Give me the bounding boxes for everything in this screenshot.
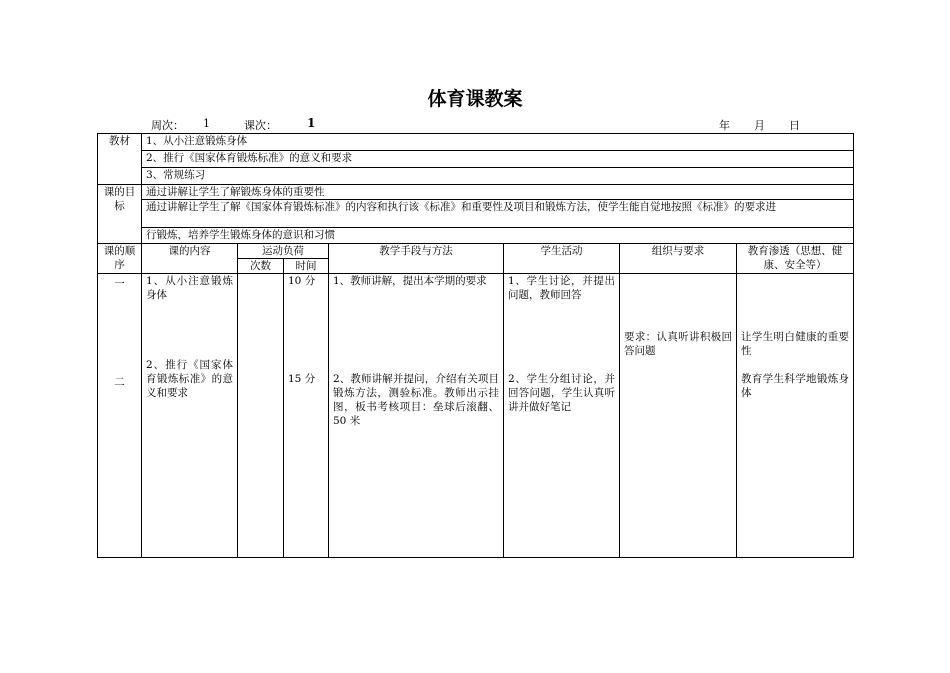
week-value: 1 [203,117,210,130]
content-2: 2、推行《国家体育锻炼标准》的意义和要求 [146,359,233,399]
material-item-1: 1、从小注意锻炼身体 [142,134,854,151]
material-item-3: 3、常规练习 [142,168,854,185]
material-row-2 [98,151,854,168]
goal-item-1: 通过讲解让学生了解锻炼身体的重要性 [142,185,854,200]
goal-item-2: 通过讲解让学生了解《国家体育锻炼标准》的内容和执行该《标准》和重要性及项目和锻炼方法，使学生能自觉地按照《标准》的要求进 [142,200,854,228]
method-2: 2、教师讲解并提问，介绍有关项目锻炼方法，测验标准。教师出示挂图，板书考核项目：垒球后滚翻、50 米 [333,373,499,427]
page-title: 体育课教案 [427,88,523,110]
header-method: 教学手段与方法 [329,244,504,274]
header-count: 次数 [238,259,284,274]
goal-item-3: 行锻炼，培养学生锻炼身体的意识和习惯 [142,228,854,244]
organization-text: 要求：认真听讲积极回答问题 [624,331,732,357]
header-education: 教育渗透（思想、健康、安全等） [737,244,854,274]
goal-label: 课的目标 [98,185,142,244]
activity-2: 2、学生分组讨论，并回答问题，学生认真听讲并做好笔记 [508,373,615,413]
date-day: 日 [789,119,800,132]
header-row-1 [98,244,854,259]
lesson-body-row [98,274,854,558]
goal-row-1 [98,185,854,200]
time-2: 15 分 [288,373,316,385]
material-label: 教材 [98,134,142,185]
content-1: 1、从小注意锻炼身体 [146,275,233,301]
education-text-1: 让学生明白健康的重要性 [741,331,850,357]
lesson-plan-table [97,133,854,558]
time-1: 10 分 [288,275,316,287]
order-2: 二 [114,376,125,388]
goal-row-3 [98,228,854,244]
header-order: 课的顺序 [98,244,142,274]
header-content: 课的内容 [142,244,238,274]
header-load: 运动负荷 [238,244,329,259]
lesson-value: 1 [307,116,316,130]
header-organization: 组织与要求 [620,244,737,274]
header-activity: 学生活动 [504,244,620,274]
material-item-2: 2、推行《国家体育锻炼标准》的意义和要求 [142,151,854,168]
order-1: 一 [114,278,125,290]
education-text-2: 教育学生科学地锻炼身体 [741,373,850,399]
method-1: 1、教师讲解，提出本学期的要求 [333,275,487,287]
material-row-1 [98,134,854,151]
material-row-3 [98,168,854,185]
date-month: 月 [754,119,765,132]
goal-row-2 [98,200,854,228]
date-year: 年 [719,119,730,132]
lesson-label: 课次： [244,119,277,132]
header-time: 时间 [284,259,329,274]
activity-1: 1、学生讨论，并提出问题，教师回答 [508,275,615,301]
week-label: 周次： [151,119,184,132]
